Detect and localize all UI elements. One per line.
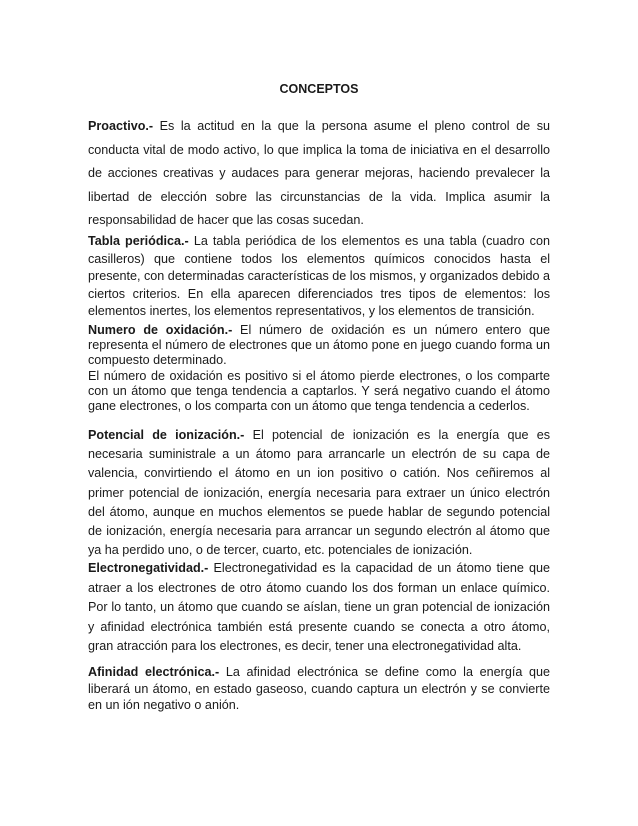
section-term: Electronegatividad.- bbox=[88, 561, 209, 575]
section-term: Afinidad electrónica.- bbox=[88, 665, 220, 679]
section-text: El número de oxidación es un número entero que representa el número de electrones que un átomo pone en juego cuando forma un compuesto determinado. bbox=[88, 323, 550, 368]
section-paragraph bbox=[88, 559, 550, 657]
section-text: El potencial de ionización es la energía que es necesaria suministrale a un átomo para arrancarle un electrón de su capa de valencia, convirtiendo el átomo en un ion positivo o catión. Nos ceñiremos al primer potencial de ionización, energía necesaria para extraer un único electrón del átomo, aunque en muchos elementos se puede hablar de segundo potencial de ionización, energía necesaria para arrancar un segundo electrón al átomo que ya ha perdido uno, o de tercer, cuarto, etc. potenciales de ionización. bbox=[88, 428, 550, 558]
section-paragraph bbox=[88, 426, 550, 560]
section-paragraph bbox=[88, 233, 550, 321]
section-paragraph bbox=[88, 323, 550, 369]
section-term: Numero de oxidación.- bbox=[88, 323, 233, 337]
page-title: CONCEPTOS bbox=[279, 82, 359, 96]
section-potencial-ionizacion bbox=[88, 426, 550, 560]
section-term: Proactivo.- bbox=[88, 119, 154, 133]
section-afinidad-electronica bbox=[88, 664, 550, 714]
section-paragraph bbox=[88, 664, 550, 714]
section-proactivo bbox=[88, 115, 550, 233]
section-text: La tabla periódica de los elementos es una tabla (cuadro con casilleros) que contiene todos los elementos químicos conocidos hasta el presente, con determinadas características de los mismos, y organizados debido a ciertos criterios. En ella aparecen diferenciados tres tipos de elementos: los elementos inertes, los elementos representativos, y los elementos de transición. bbox=[88, 234, 551, 319]
section-paragraph: El número de oxidación es positivo si el átomo pierde electrones, o los comparte con un átomo que tenga tendencia a captarlos. Y será negativo cuando el átomo gane electrones, o los comparta con un átomo que tenga tendencia a cederlos. bbox=[88, 368, 550, 414]
section-term: Potencial de ionización.- bbox=[88, 428, 245, 442]
section-electronegatividad bbox=[88, 559, 550, 657]
section-paragraph bbox=[88, 115, 550, 233]
section-term: Tabla periódica.- bbox=[88, 234, 189, 248]
section-text: Es la actitud en la que la persona asume el pleno control de su conducta vital de modo activo, lo que implica la toma de iniciativa en el desarrollo de acciones creativas y audaces para generar mejoras, haciendo prevalecer la libertad de elección sobre las circunstancias de la vida. Implica asumir la responsabilidad de hacer que las cosas sucedan. bbox=[88, 119, 550, 227]
section-text: Electronegatividad es la capacidad de un átomo tiene que atraer a los electrones de otro átomo cuando los dos forman un enlace químico. Por lo tanto, un átomo que cuando se aíslan, tiene un gran potencial de ionización y afinidad electrónica también está presente cuando se conecta a otro átomo, gran atracción para los electrones, es decir, tener una electronegatividad alta. bbox=[88, 561, 550, 654]
section-tabla-periodica bbox=[88, 233, 550, 321]
section-numero-oxidacion bbox=[88, 323, 550, 414]
section-text: La afinidad electrónica se define como la energía que liberará un átomo, en estado gaseoso, cuando captura un electrón y se convierte en un ión negativo o anión. bbox=[88, 665, 551, 713]
